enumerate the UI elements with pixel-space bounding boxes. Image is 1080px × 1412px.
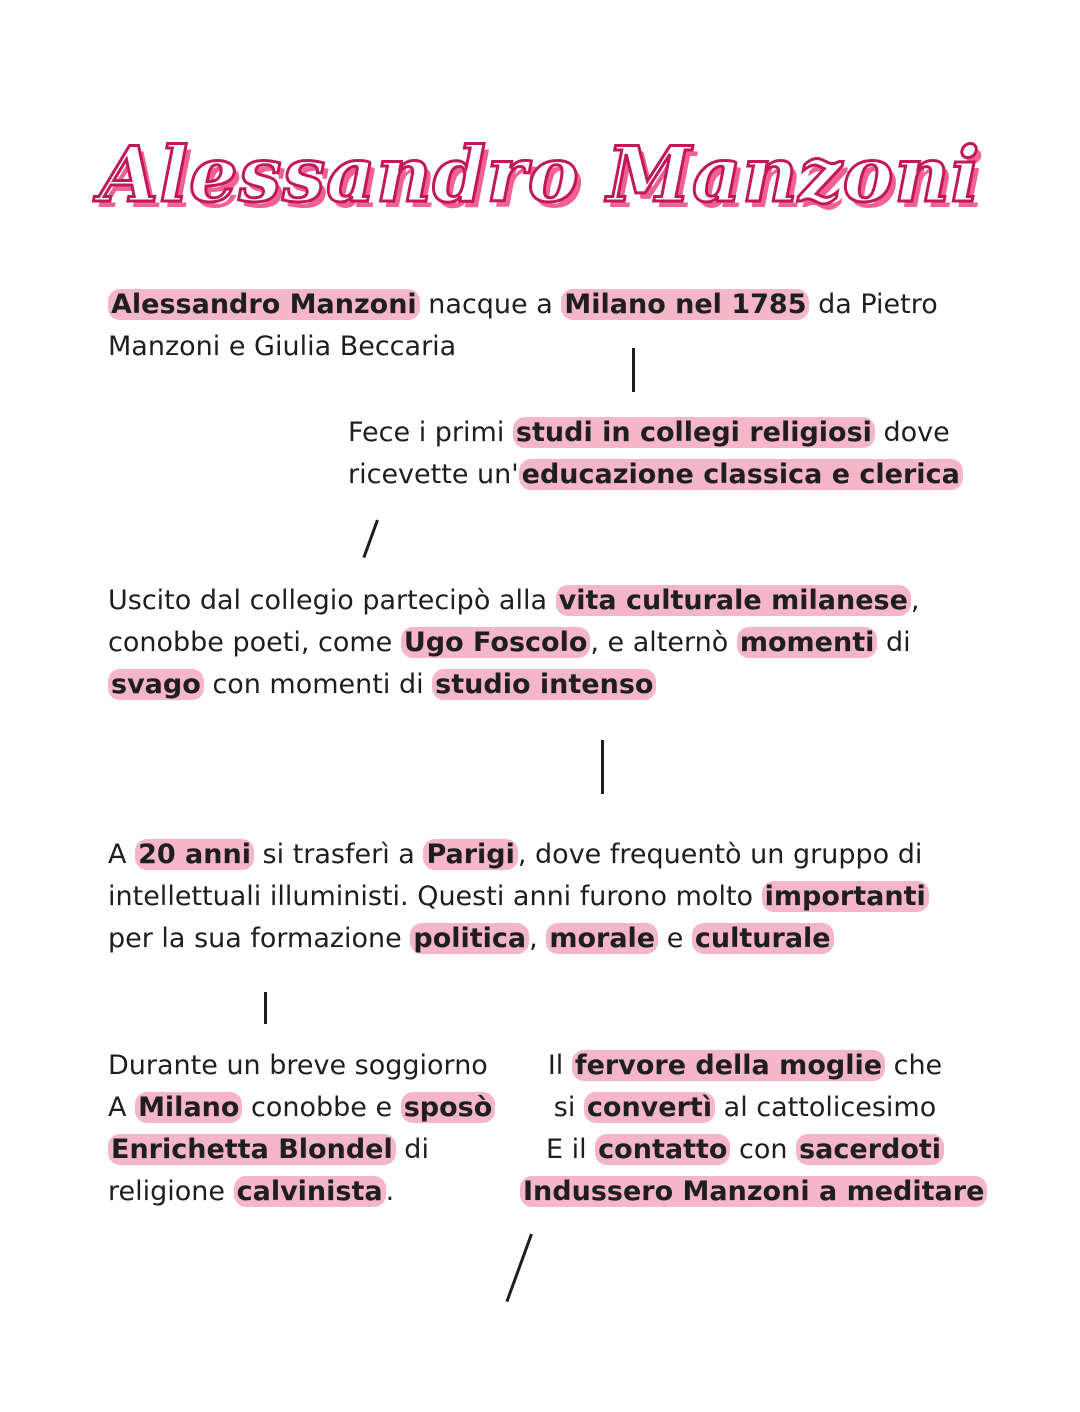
paragraph-birth — [108, 284, 938, 368]
connector-line — [601, 740, 604, 794]
highlighted-text: Milano nel 1785 — [561, 289, 809, 320]
text-line — [348, 454, 963, 496]
paragraph-marriage — [108, 1045, 495, 1213]
highlighted-text: Parigi — [423, 839, 517, 870]
highlighted-text: 20 anni — [135, 839, 254, 870]
highlighted-text: calvinista — [234, 1176, 386, 1207]
text-line — [520, 1087, 970, 1129]
highlighted-text: educazione classica e clerica — [519, 459, 963, 490]
text-segment: . — [385, 1176, 395, 1207]
highlighted-text: Milano — [135, 1092, 242, 1123]
highlighted-text: morale — [546, 923, 658, 954]
text-segment: nacque a — [419, 289, 562, 320]
text-segment: che — [885, 1050, 943, 1081]
text-line — [108, 1087, 495, 1129]
paragraph-conversion — [520, 1045, 985, 1213]
text-segment: Durante un breve soggiorno — [108, 1050, 488, 1081]
highlighted-text: Alessandro Manzoni — [108, 289, 420, 320]
connector-line — [362, 519, 378, 558]
page-title: Alessandro Manzoni — [99, 130, 981, 219]
text-line — [108, 1171, 495, 1213]
highlighted-text: Enrichetta Blondel — [108, 1134, 396, 1165]
highlighted-text: studio intenso — [432, 669, 656, 700]
text-segment: per la sua formazione — [108, 923, 411, 954]
text-line — [108, 834, 929, 876]
connector-line — [264, 992, 267, 1024]
text-segment: Il — [547, 1050, 572, 1081]
text-segment: si trasferì a — [253, 839, 424, 870]
text-line — [520, 1045, 970, 1087]
text-segment: di — [395, 1134, 429, 1165]
text-segment: , dove frequentò un gruppo di — [517, 839, 923, 870]
text-segment: si — [553, 1092, 584, 1123]
text-segment: da Pietro — [809, 289, 938, 320]
text-segment: religione — [108, 1176, 234, 1207]
highlighted-text: culturale — [692, 923, 834, 954]
text-segment: E il — [545, 1134, 596, 1165]
text-line — [108, 284, 938, 326]
paragraph-paris — [108, 834, 929, 960]
text-segment: intellettuali illuministi. Questi anni furono molto — [108, 881, 762, 912]
text-segment: , e alternò — [590, 627, 737, 658]
highlighted-text: contatto — [595, 1134, 730, 1165]
text-segment: , — [529, 923, 547, 954]
text-segment: Fece i primi — [348, 417, 513, 448]
highlighted-text: sposò — [401, 1092, 496, 1123]
text-segment: , — [910, 585, 920, 616]
highlighted-text: fervore della moglie — [572, 1050, 885, 1081]
highlighted-text: sacerdoti — [796, 1134, 944, 1165]
text-segment: A — [108, 839, 136, 870]
text-line — [108, 876, 929, 918]
text-segment: conobbe poeti, come — [108, 627, 401, 658]
text-segment: A — [108, 1092, 136, 1123]
text-segment: ricevette un' — [348, 459, 519, 490]
text-line — [108, 580, 919, 622]
text-line — [520, 1171, 985, 1213]
highlighted-text: svago — [108, 669, 204, 700]
highlighted-text: vita culturale milanese — [556, 585, 911, 616]
highlighted-text: Indussero Manzoni a meditare — [520, 1176, 987, 1207]
text-line — [108, 326, 938, 368]
highlighted-text: importanti — [762, 881, 929, 912]
text-segment: Manzoni e Giulia Beccaria — [108, 331, 457, 362]
text-segment: Uscito dal collegio partecipò alla — [108, 585, 556, 616]
text-segment: al cattolicesimo — [715, 1092, 937, 1123]
text-segment: di — [877, 627, 911, 658]
paragraph-studies — [348, 412, 963, 496]
text-segment: con momenti di — [203, 669, 433, 700]
text-line — [108, 622, 919, 664]
paragraph-milan-culture — [108, 580, 919, 706]
text-line — [108, 918, 929, 960]
highlighted-text: studi in collegi religiosi — [513, 417, 875, 448]
highlighted-text: politica — [410, 923, 529, 954]
text-line — [108, 1129, 495, 1171]
text-line — [108, 664, 919, 706]
highlighted-text: convertì — [584, 1092, 715, 1123]
text-segment: e — [658, 923, 692, 954]
text-segment: con — [730, 1134, 797, 1165]
text-segment: dove — [874, 417, 950, 448]
connector-line — [632, 348, 635, 392]
text-line — [108, 1045, 495, 1087]
highlighted-text: Ugo Foscolo — [401, 627, 591, 658]
text-segment: conobbe e — [242, 1092, 401, 1123]
text-line — [348, 412, 963, 454]
text-line — [520, 1129, 970, 1171]
connector-line — [505, 1233, 532, 1302]
highlighted-text: momenti — [737, 627, 878, 658]
